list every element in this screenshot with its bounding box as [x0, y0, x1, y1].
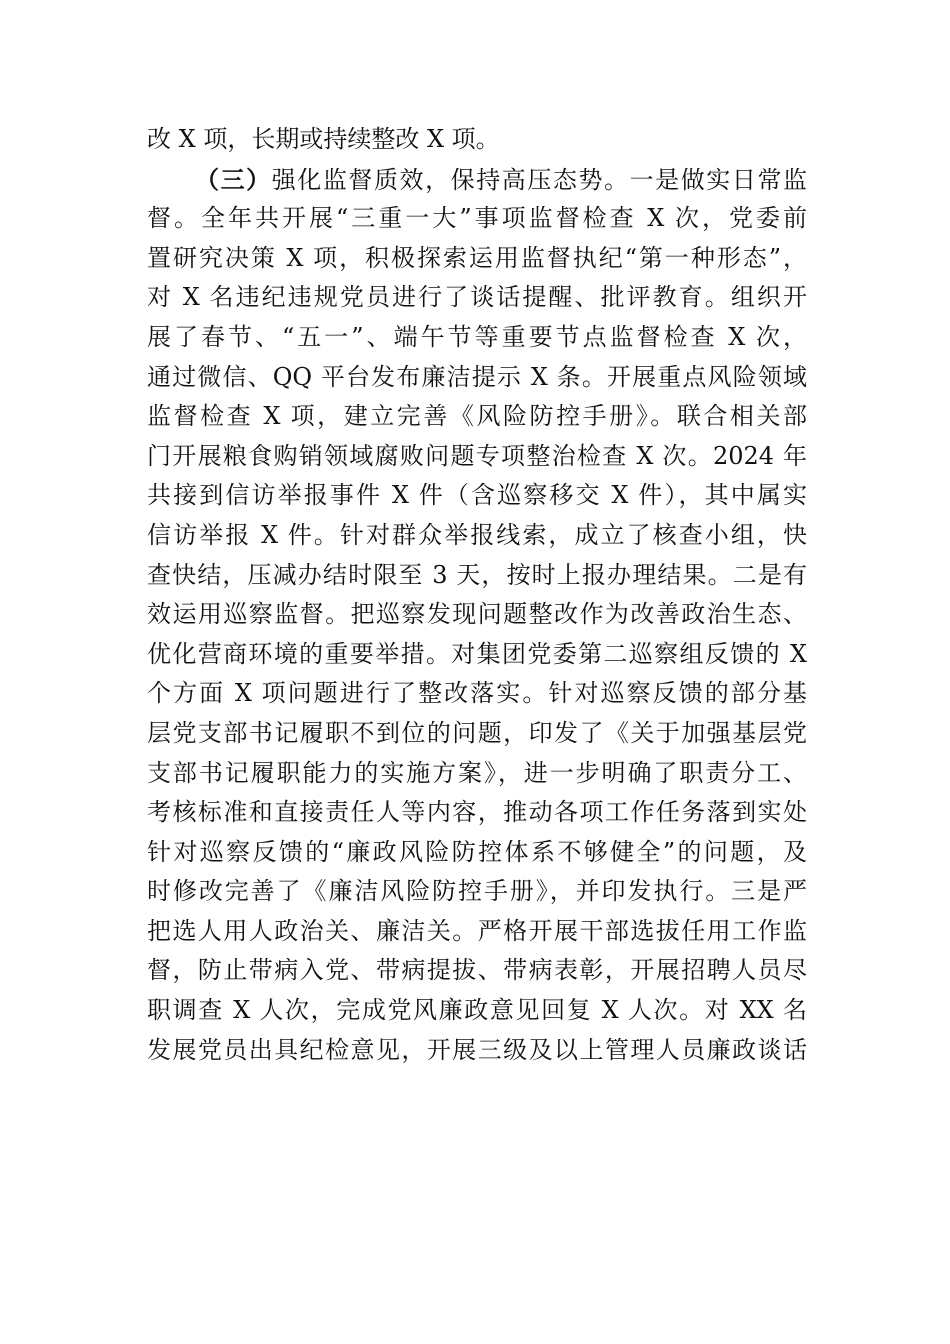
text-line-content: 强化监督质效，保持高压态势。一是做实日常监	[271, 165, 807, 194]
text-line: 信访举报 X 件。针对群众举报线索，成立了核查小组，快	[147, 520, 807, 549]
document-body	[147, 120, 807, 1070]
text-line: 效运用巡察监督。把巡察发现问题整改作为改善政治生态、	[147, 600, 807, 629]
section-heading-line	[147, 160, 807, 200]
text-line: 个方面 X 项问题进行了整改落实。针对巡察反馈的部分基	[147, 679, 807, 708]
text-line: 置研究决策 X 项，积极探索运用监督执纪“第一种形态”，	[147, 243, 807, 272]
text-line: 针对巡察反馈的“廉政风险防控体系不够健全”的问题，及	[147, 837, 807, 866]
text-line: 发展党员出具纪检意见，开展三级及以上管理人员廉政谈话	[147, 1035, 807, 1064]
text-line: 督，防止带病入党、带病提拔、带病表彰，开展招聘人员尽	[147, 956, 807, 985]
text-line: 通过微信、QQ 平台发布廉洁提示 X 条。开展重点风险领域	[147, 362, 807, 391]
text-line: 督。全年共开展“三重一大”事项监督检查 X 次，党委前	[147, 204, 807, 233]
text-line: 门开展粮食购销领域腐败问题专项整治检查 X 次。2024 年	[147, 441, 807, 470]
text-line: 考核标准和直接责任人等内容，推动各项工作任务落到实处	[147, 798, 807, 827]
section-number: （三）	[195, 164, 272, 194]
text-line: 优化营商环境的重要举措。对集团党委第二巡察组反馈的 X	[147, 639, 807, 668]
text-line: 时修改完善了《廉洁风险防控手册》，并印发执行。三是严	[147, 877, 807, 906]
text-line: 职调查 X 人次，完成党风廉政意见回复 X 人次。对 XX 名	[147, 996, 807, 1025]
text-line: 展了春节、“五一”、端午节等重要节点监督检查 X 次，	[147, 322, 807, 351]
text-line: 改 X 项，长期或持续整改 X 项。	[147, 125, 500, 153]
text-line: 把选人用人政治关、廉洁关。严格开展干部选拔任用工作监	[147, 916, 807, 945]
text-line: 对 X 名违纪违规党员进行了谈话提醒、批评教育。组织开	[147, 283, 807, 312]
text-line: 层党支部书记履职不到位的问题，印发了《关于加强基层党	[147, 718, 807, 747]
text-line: 查快结，压减办结时限至 3 天，按时上报办理结果。二是有	[147, 560, 807, 589]
text-line: 支部书记履职能力的实施方案》，进一步明确了职责分工、	[147, 758, 807, 787]
text-line: 共接到信访举报事件 X 件（含巡察移交 X 件），其中属实	[147, 481, 807, 510]
text-line: 监督检查 X 项，建立完善《风险防控手册》。联合相关部	[147, 402, 807, 431]
